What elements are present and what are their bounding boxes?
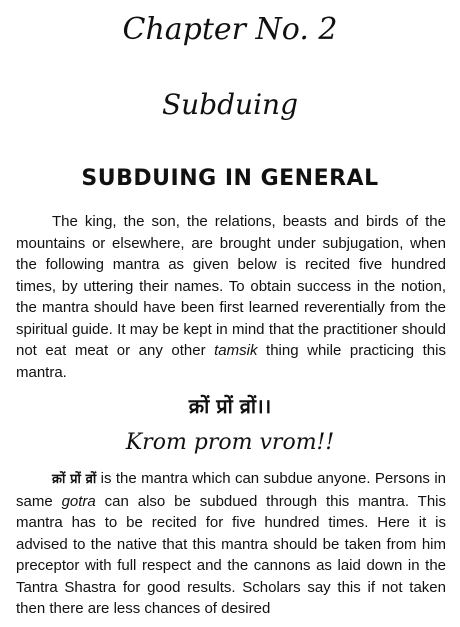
paragraph-intro-text: The king, the son, the relations, beasts and birds of the mountains or elsewhere, are brought under subjugation, when the following mantra as given below is recited five hundred times, by uttering their names. To obtain success in the notion, the mantra should have been first learned reverentially from the spiritual guide. It may be kept in mind that the practitioner should not eat meat or any other	[16, 213, 446, 359]
italic-term-tamsik: tamsik	[214, 342, 258, 359]
section-heading: SUBDUING IN GENERAL	[81, 166, 379, 191]
paragraph-intro	[16, 211, 446, 383]
italic-term-gotra: gotra	[61, 492, 96, 510]
chapter-title: Chapter No. 2	[122, 12, 338, 47]
paragraph-mantra-explanation	[16, 468, 446, 620]
mantra-devanagari: क्रों प्रों व्रों।।	[188, 394, 272, 418]
paragraph-intro-end: thing while practicing this mantra.	[16, 342, 446, 381]
paragraph-mantra-text: is the mantra which can subdue anyone. Persons in same	[16, 470, 447, 510]
paragraph-mantra-text-continued: can also be subdued through this mantra. This mantra has to be recited for five hundred times. Here it is advised to the native that this mantra should be taken from him preceptor with full respect and the cannons as laid down in the Tantra Shastra for good results. Scholars say this if not taken then there are less chances of desired	[16, 492, 446, 617]
chapter-subtitle: Subduing	[161, 88, 298, 121]
mantra-transliteration: Krom prom vrom!!	[125, 430, 335, 455]
inline-mantra-devanagari: क्रों प्रों व्रों	[52, 472, 97, 487]
